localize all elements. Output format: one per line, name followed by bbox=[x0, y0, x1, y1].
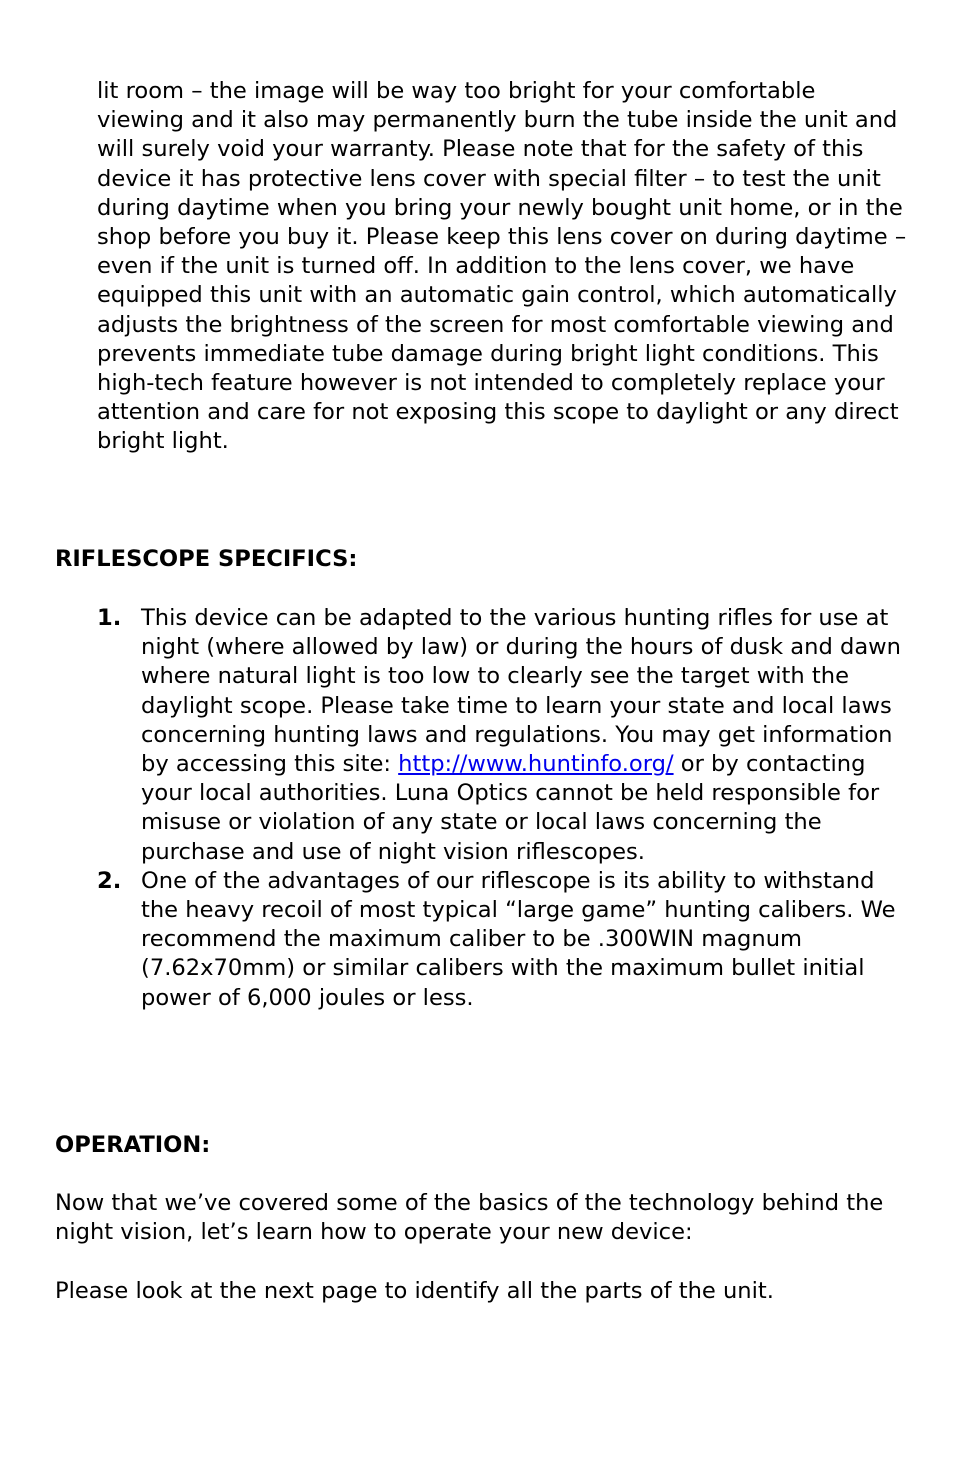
operation-heading: OPERATION: bbox=[55, 1132, 211, 1158]
list-item-number: 1. bbox=[97, 605, 122, 631]
list-item-text-before-link: This device can be adapted to the various hunting rifles for use at night (where allowed by law) or during the hours of dusk and dawn where natural light is too low to clearly see the target with the daylight scope. Please take time to learn your state and local laws concerning hunting laws and regulations. You may get information by accessing this site: bbox=[141, 605, 901, 778]
riflescope-specifics-list bbox=[97, 604, 907, 1013]
list-item-text: One of the advantages of our riflescope is its ability to withstand the heavy recoil of most typical “large game” hunting calibers. We recommend the maximum caliber to be .300WIN magnum (7.62x70mm) or similar calibers with the maximum bullet initial power of 6,000 joules or less. bbox=[141, 867, 896, 1011]
huntinfo-link[interactable]: http://www.huntinfo.org/ bbox=[398, 751, 674, 778]
list-item bbox=[97, 867, 907, 1013]
list-item bbox=[97, 604, 907, 867]
list-item-text-after-link: or by contacting your local authorities. Luna Optics cannot be held responsible for misuse or violation of any state or local laws concerning the purchase and use of night vision riflescopes. bbox=[141, 751, 880, 865]
next-page-note: Please look at the next page to identify all the parts of the unit. bbox=[55, 1278, 774, 1304]
riflescope-specifics-heading: RIFLESCOPE SPECIFICS: bbox=[55, 546, 358, 572]
intro-paragraph: lit room – the image will be way too bright for your comfortable viewing and it also may permanently burn the tube inside the unit and will surely void your warranty. Please note that for the safety of this device it has protective lens cover with special filter – to test the unit during daytime when you bring your newly bought unit home, or in the shop before you buy it. Please keep this lens cover on during daytime – even if the unit is turned off. In addition to the lens cover, we have equipped this unit with an automatic gain control, which automatically adjusts the brightness of the screen for most comfortable viewing and prevents immediate tube damage during bright light conditions. This high-tech feature however is not intended to completely replace your attention and care for not exposing this scope to daylight or any direct bright light. bbox=[97, 78, 907, 455]
list-item-number: 2. bbox=[97, 867, 122, 894]
operation-paragraph: Now that we’ve covered some of the basics of the technology behind the night vision, let’s learn how to operate your new device: bbox=[55, 1190, 884, 1246]
